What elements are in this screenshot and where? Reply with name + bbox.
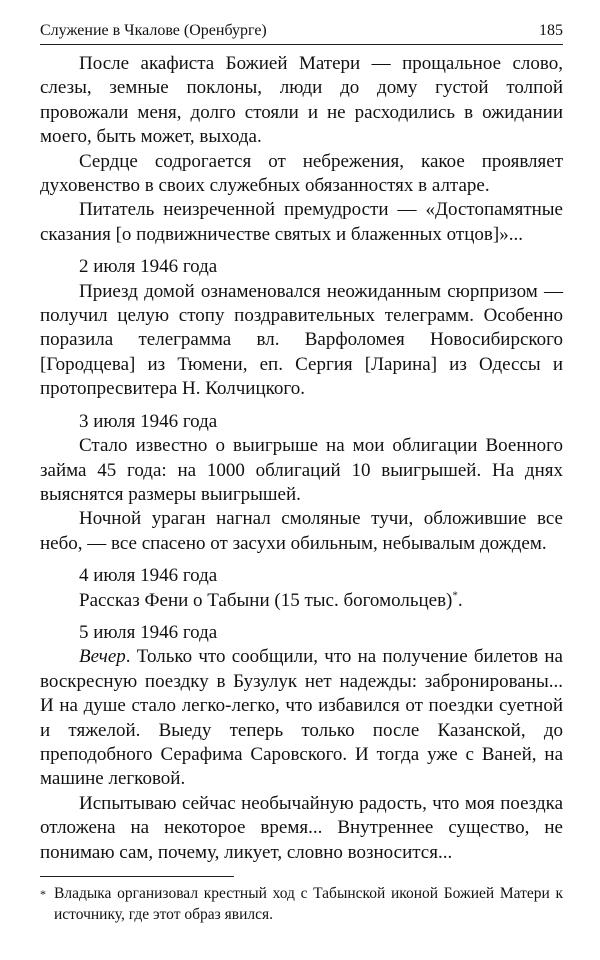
- tabyn-text: Рассказ Фени о Табыни (15 тыс. богомольцев): [79, 589, 453, 611]
- paragraph-telegrams: Приезд домой ознаменовался неожиданным сюрпризом — получил целую стопу поздравительных телеграмм. Особенно поразила телеграмма вл. Варфоломея Новосибирского [Городцева] из Тюмени, еп. Сергия [Ларина] из Одессы и протопресвитера Н. Колчицкого.: [40, 280, 563, 400]
- header-rule: [40, 44, 563, 45]
- footnote-mark: *: [40, 887, 46, 901]
- tabyn-tail: .: [457, 589, 463, 611]
- paragraph-joy: Испытываю сейчас необычайную радость, что моя поездка отложена на некоторое время... Внутреннее существо, не понимаю сам, почему, ликует, словно возносится...: [40, 792, 563, 863]
- paragraph-farewell: После акафиста Божией Матери — прощальное слово, слезы, земные поклоны, люди до дому густой толпой провожали меня, долго стояли и не расходились в ожидании моего, быть может, выхода.: [40, 53, 563, 148]
- page-body: [40, 52, 563, 865]
- diary-date-3-july: 3 июля 1946 года: [79, 410, 218, 432]
- running-head: [40, 16, 563, 40]
- paragraph-storm: Ночной ураган нагнал смоляные тучи, обложившие все небо, — все спасено от засухи обильным, небывалым дождем.: [40, 508, 563, 554]
- footnote-text: Владыка организовал крестный ход с Табынской иконой Божией Матери к источнику, где этот образ явился.: [54, 885, 563, 923]
- paragraph-bonds: Стало известно о выигрыше на мои облигации Военного займа 45 года: на 1000 облигаций 10 выигрышей. На днях выяснятся размеры выигрышей.: [40, 435, 563, 505]
- evening-text: . Только что сообщили, что на получение билетов на воскресную поездку в Бузулук нет надежды: забронированы... И на душе стало легко-легко, что избавился от поездки суетной и тяжелой. Выеду теперь только после Казанской, до преподобного Серафима Саровского. И тогда уже с Ваней, на машине легковой.: [40, 646, 563, 790]
- paragraph-evening: [40, 645, 563, 791]
- chapter-title: Служение в Чкалове (Оренбурге): [40, 22, 267, 39]
- paragraph-tabyn: [40, 589, 563, 613]
- page-number: 185: [539, 22, 563, 39]
- diary-date-4-july: 4 июля 1946 года: [79, 565, 218, 587]
- diary-date-5-july: 5 июля 1946 года: [79, 621, 218, 643]
- footnote: [40, 884, 563, 925]
- paragraph-clergy: Сердце содрогается от небрежения, какое проявляет духовенство в своих служебных обязанностях в алтаре.: [40, 150, 563, 197]
- paragraph-patericon: Питатель неизреченной премудрости — «Достопамятные сказания [о подвижничестве святых и блаженных отцов]»...: [40, 199, 563, 245]
- footnote-rule: [40, 876, 234, 877]
- diary-date-2-july: 2 июля 1946 года: [79, 256, 218, 278]
- evening-lead: Вечер: [79, 646, 126, 668]
- footnote-ref[interactable]: *: [452, 589, 458, 602]
